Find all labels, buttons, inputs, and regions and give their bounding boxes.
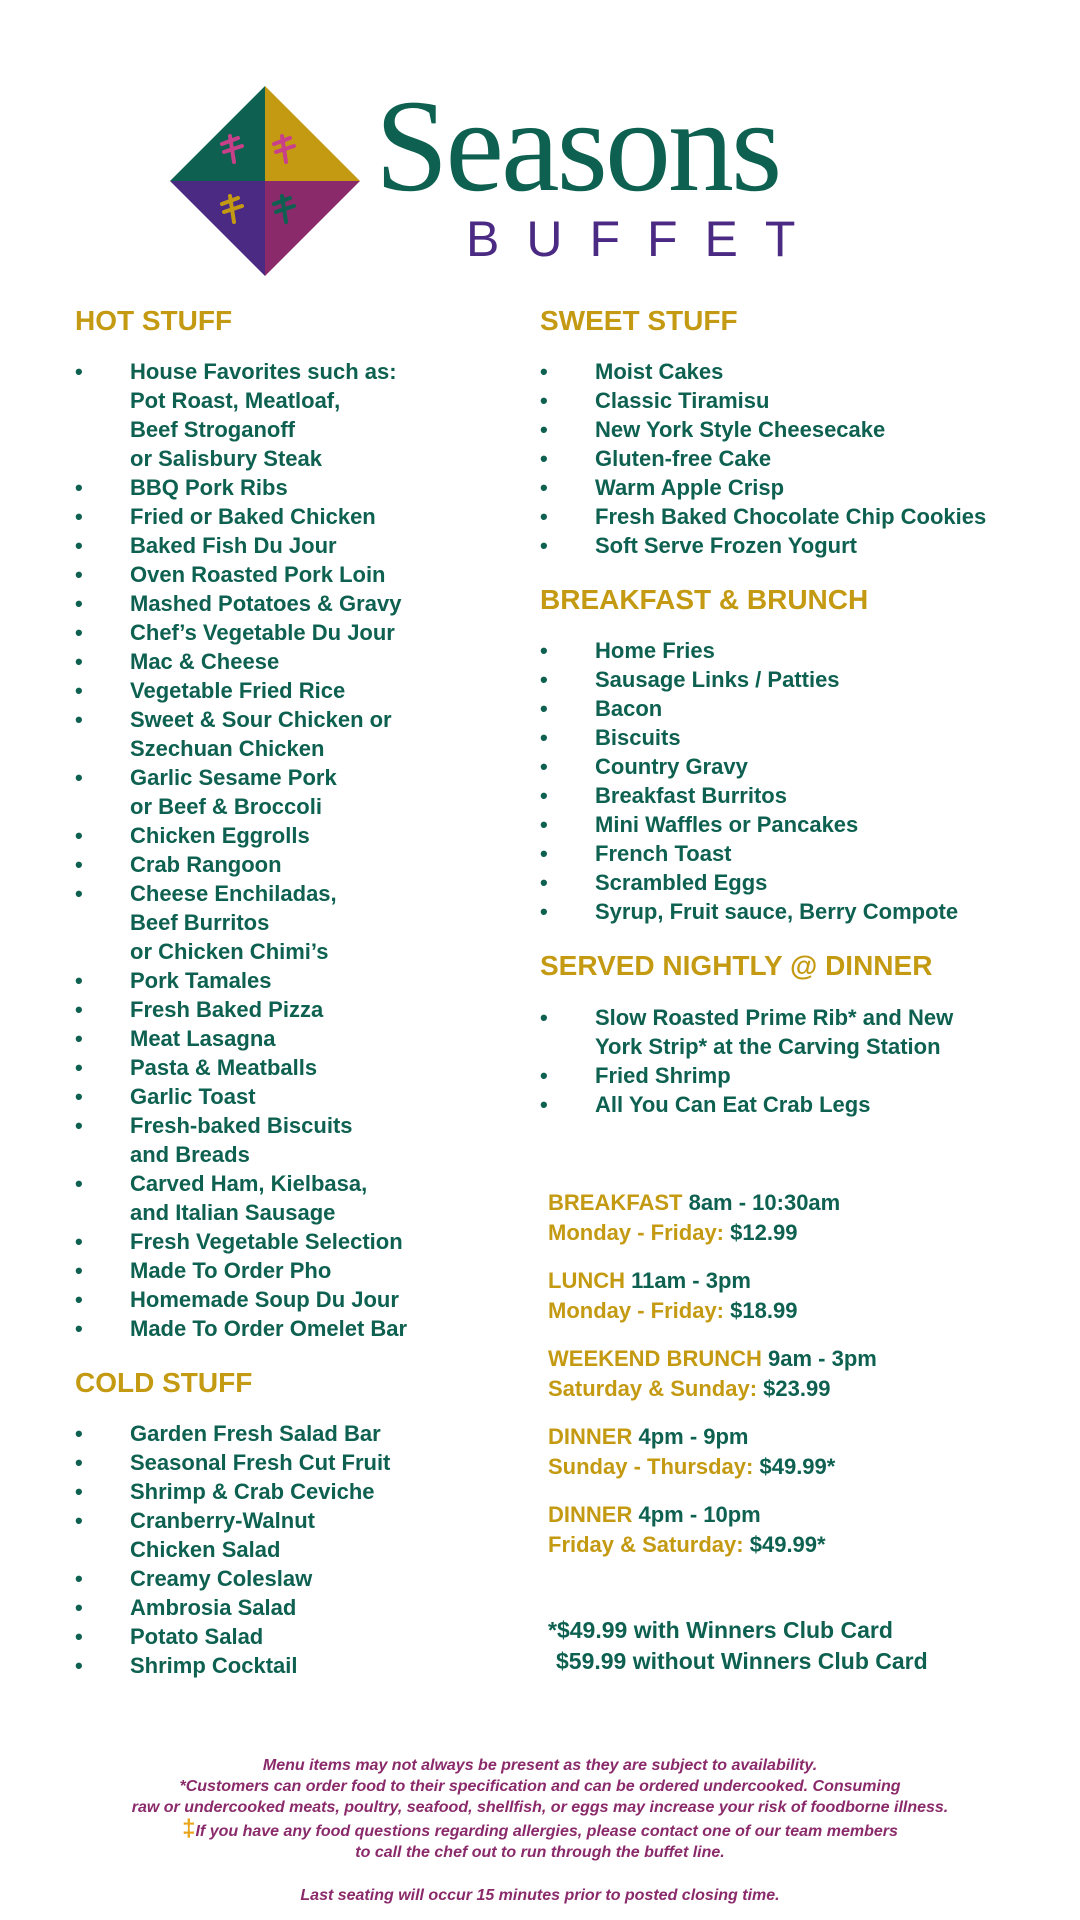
list-item: • Cranberry-Walnut Chicken Salad (75, 1506, 515, 1564)
list-item: • Fried Shrimp (540, 1061, 1060, 1090)
club-price-without-card: $59.99 without Winners Club Card (556, 1648, 928, 1674)
list-item: • Biscuits (540, 723, 1060, 752)
list-item: • Vegetable Fried Rice (75, 676, 515, 705)
list-item: • Garlic Sesame Pork or Beef & Broccoli (75, 763, 515, 821)
list-item: • House Favorites such as: Pot Roast, Meatloaf, Beef Stroganoff or Salisbury Steak (75, 357, 515, 473)
list-item: • Made To Order Omelet Bar (75, 1314, 515, 1343)
list-item: • Chicken Eggrolls (75, 821, 515, 850)
list-item: • Meat Lasagna (75, 1024, 515, 1053)
disclaimer-last-seating: Last seating will occur 15 minutes prior to posted closing time. (300, 1887, 780, 1904)
list-item: • Homemade Soup Du Jour (75, 1285, 515, 1314)
list-item: • Ambrosia Salad (75, 1593, 515, 1622)
meal-days: Saturday & Sunday: (548, 1376, 758, 1401)
list-item: • Mashed Potatoes & Gravy (75, 589, 515, 618)
list-item: • Garden Fresh Salad Bar (75, 1419, 515, 1448)
meal-days: Friday & Saturday: (548, 1532, 744, 1557)
list-item: • Sausage Links / Patties (540, 665, 1060, 694)
meal-name: DINNER (548, 1502, 633, 1527)
list-item: • Fresh Baked Chocolate Chip Cookies (540, 502, 1060, 531)
hours-block (548, 1500, 1048, 1560)
meal-price: $49.99* (749, 1532, 826, 1557)
double-dagger-icon: ‡ (182, 1815, 196, 1842)
section-title-hot: HOT STUFF (75, 305, 233, 336)
list-item: • Mac & Cheese (75, 647, 515, 676)
list-item: • Sweet & Sour Chicken or Szechuan Chicken (75, 705, 515, 763)
meal-time: 8am - 10:30am (688, 1190, 841, 1215)
list-item: • Crab Rangoon (75, 850, 515, 879)
meal-name: BREAKFAST (548, 1190, 683, 1215)
list-item: • Fresh-baked Biscuits and Breads (75, 1111, 515, 1169)
list-item: • New York Style Cheesecake (540, 415, 1060, 444)
logo-wordmark: Seasons (375, 72, 780, 219)
meal-price: $18.99 (730, 1298, 798, 1323)
list-item: • Syrup, Fruit sauce, Berry Compote (540, 897, 1060, 926)
meal-price: $49.99* (759, 1454, 836, 1479)
list-item: • Potato Salad (75, 1622, 515, 1651)
list-item: • Mini Waffles or Pancakes (540, 810, 1060, 839)
hours-block (548, 1188, 1048, 1248)
section-title-dinner: SERVED NIGHTLY @ DINNER (540, 950, 933, 982)
club-price-with-card: *$49.99 with Winners Club Card (548, 1617, 893, 1643)
list-item: • Gluten-free Cake (540, 444, 1060, 473)
left-column (75, 305, 515, 1680)
list-item: • Warm Apple Crisp (540, 473, 1060, 502)
section-breakfast (540, 584, 1060, 926)
list-item: • Moist Cakes (540, 357, 1060, 386)
meal-name: DINNER (548, 1424, 633, 1449)
list-item: • Creamy Coleslaw (75, 1564, 515, 1593)
list-item: • Country Gravy (540, 752, 1060, 781)
meal-days: Sunday - Thursday: (548, 1454, 754, 1479)
hours-block (548, 1344, 1048, 1404)
right-column (540, 305, 1060, 1119)
list-item: • Fresh Baked Pizza (75, 995, 515, 1024)
list-item: • Fresh Vegetable Selection (75, 1227, 515, 1256)
disclaimer-chef: to call the chef out to run through the buffet line. (355, 1844, 725, 1861)
item-list-sweet (540, 357, 1060, 560)
hours-block (548, 1422, 1048, 1482)
disclaimer-availability: Menu items may not always be present as they are subject to availability. (262, 1757, 818, 1774)
winners-club-note (548, 1615, 928, 1677)
list-item: • Soft Serve Frozen Yogurt (540, 531, 1060, 560)
meal-days: Monday - Friday: (548, 1220, 725, 1245)
section-title-cold: COLD STUFF (75, 1367, 253, 1399)
disclaimer-allergies: If you have any food questions regarding allergies, please contact one of our team members (195, 1823, 898, 1840)
list-item: • Classic Tiramisu (540, 386, 1060, 415)
list-item: • Fried or Baked Chicken (75, 502, 515, 531)
meal-time: 11am - 3pm (631, 1268, 751, 1293)
item-list-breakfast (540, 636, 1060, 926)
meal-time: 4pm - 9pm (638, 1424, 749, 1449)
meal-time: 4pm - 10pm (638, 1502, 761, 1527)
list-item: • Chef’s Vegetable Du Jour (75, 618, 515, 647)
list-item: • Pasta & Meatballs (75, 1053, 515, 1082)
list-item: • Shrimp Cocktail (75, 1651, 515, 1680)
meal-price: $23.99 (763, 1376, 831, 1401)
section-title-sweet: SWEET STUFF (540, 305, 738, 336)
hours-and-prices (548, 1188, 1048, 1578)
meal-name: WEEKEND BRUNCH (548, 1346, 762, 1371)
list-item: • Pork Tamales (75, 966, 515, 995)
section-title-breakfast: BREAKFAST & BRUNCH (540, 584, 869, 616)
section-sweet (540, 305, 1060, 560)
list-item: • Slow Roasted Prime Rib* and New York Strip* at the Carving Station (540, 1003, 1060, 1061)
meal-time: 9am - 3pm (768, 1346, 877, 1371)
section-hot (75, 305, 515, 1343)
list-item: • BBQ Pork Ribs (75, 473, 515, 502)
item-list-cold (75, 1419, 515, 1680)
list-item: • Breakfast Burritos (540, 781, 1060, 810)
disclaimer-foodborne: raw or undercooked meats, poultry, seafood, shellfish, or eggs may increase your risk of foodborne illness. (131, 1799, 949, 1816)
list-item: • Made To Order Pho (75, 1256, 515, 1285)
hours-block (548, 1266, 1048, 1326)
seasons-buffet-logo (170, 72, 840, 276)
list-item: • Cheese Enchiladas, Beef Burritos or Chicken Chimi’s (75, 879, 515, 966)
logo-subtitle: BUFFET (466, 211, 823, 267)
section-cold (75, 1367, 515, 1680)
item-list-dinner (540, 1003, 1060, 1119)
meal-name: LUNCH (548, 1268, 625, 1293)
section-dinner (540, 950, 1060, 1118)
list-item: • Scrambled Eggs (540, 868, 1060, 897)
list-item: • French Toast (540, 839, 1060, 868)
list-item: • Home Fries (540, 636, 1060, 665)
meal-days: Monday - Friday: (548, 1298, 725, 1323)
list-item: • Bacon (540, 694, 1060, 723)
diamond-logo-icon (170, 86, 360, 276)
list-item: • Baked Fish Du Jour (75, 531, 515, 560)
list-item: • Garlic Toast (75, 1082, 515, 1111)
disclaimer-order-spec: *Customers can order food to their specification and can be ordered undercooked. Consuming (179, 1778, 901, 1795)
list-item: • Oven Roasted Pork Loin (75, 560, 515, 589)
list-item: • Shrimp & Crab Ceviche (75, 1477, 515, 1506)
list-item: • All You Can Eat Crab Legs (540, 1090, 1060, 1119)
item-list-hot (75, 357, 515, 1343)
list-item: • Seasonal Fresh Cut Fruit (75, 1448, 515, 1477)
meal-price: $12.99 (730, 1220, 798, 1245)
disclaimer (40, 1755, 1040, 1906)
list-item: • Carved Ham, Kielbasa, and Italian Sausage (75, 1169, 515, 1227)
